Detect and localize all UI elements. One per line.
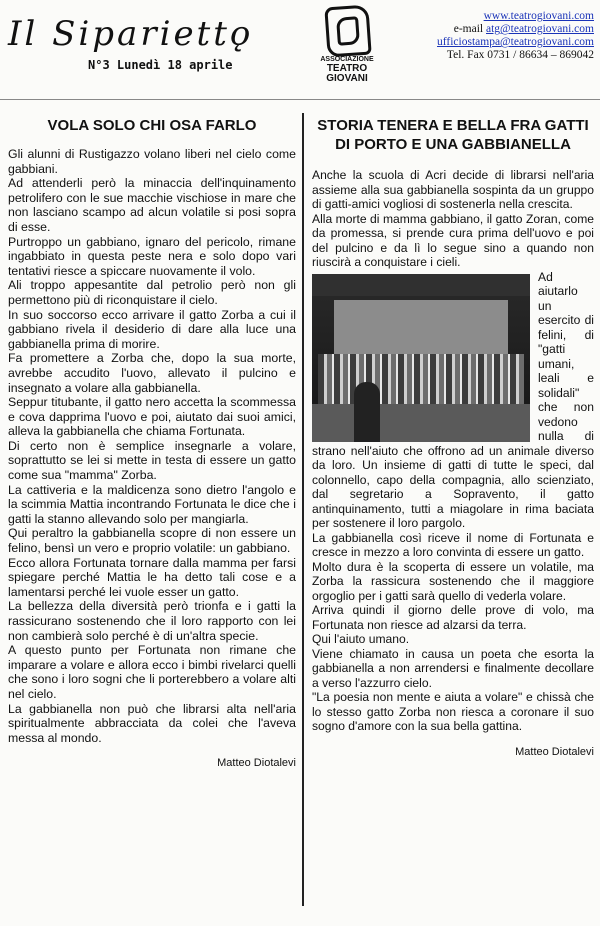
contact-block [437, 10, 594, 62]
paragraph: Anche la scuola di Acri decide di librarsi nell'aria assieme alla sua gabbianella sospinta da un gruppo di gatti-amici vogliosi di sostenerla nella crescita. [312, 168, 594, 211]
paragraph: Purtroppo un gabbiano, ignaro del pericolo, rimane ingabbiato in questa peste nera e solo dopo vari tentativi riesce a spiccare nuovamente il volo. [8, 234, 296, 278]
paragraph: Gli alunni di Rustigazzo volano liberi nel cielo come gabbiani. [8, 147, 296, 176]
paragraph: Viene chiamato in causa un poeta che esorta la gabbianella a non arrendersi e finalmente decollare a verso l'azzurro cielo. [312, 646, 594, 690]
paragraph: In suo soccorso ecco arrivare il gatto Zorba a cui il gabbiano rivela il desiderio di dare alla luce una gabbianella prima di morire. [8, 307, 296, 351]
right-article [312, 116, 594, 758]
paragraph: Qui l'aiuto umano. [312, 632, 410, 646]
stage-backdrop [334, 300, 508, 356]
email-label: e-mail [453, 23, 484, 35]
right-article-body [312, 168, 594, 734]
issue-date: N°3 Lunedì 18 aprile [88, 58, 233, 72]
curtain [312, 274, 530, 296]
right-headline: STORIA TENERA E BELLA FRA GATTI DI PORTO E UNA GABBIANELLA [317, 117, 589, 153]
paragraph: A questo punto per Fortunata non rimane che imparare a volare e allora ecco i bimbi rivelarci quelli che sono i loro sogni che li porterebbero a volare alti nel cielo. [8, 643, 296, 701]
logo-association-text: ASSOCIAZIONE [320, 56, 374, 63]
left-headline: VOLA SOLO CHI OSA FARLO [47, 117, 257, 134]
paragraph: Molto dura è la scoperta di essere un volatile, ma Zorba la rassicura sostenendo che il maggiore orgoglio per i gatti sarà quello di vederla volare. [312, 559, 594, 603]
paragraph: "La poesia non mente e aiuta a volare" e chissà che lo stesso gatto Zorba non riesca a coronare il suo sogno d'amore con la sua bella gattina. [312, 690, 594, 733]
stage-photo [312, 274, 530, 442]
spectator-silhouette [354, 382, 380, 442]
association-logo [316, 6, 376, 86]
website-link[interactable]: www.teatrogiovani.com [483, 10, 594, 22]
header-divider [0, 99, 600, 100]
paragraph: Ad aiutarlo un esercito di felini, di "gatti umani, leali e solidali" che non vedono nulla di strano nell'aiuto che offrono ad un animale diverso da loro. Un insieme di gatti di tutte le speci, dal colonnello, capo della compagnia, allo scienziato, dal segretario a Sopravento, il gatto antinquinamento, tutti a miagolare in rima baciata per sostenere il loro pargolo. [312, 269, 594, 530]
paragraph: Fa promettere a Zorba che, dopo la sua morte, avrebbe accudito l'uovo, allevato il pulcino e insegnato a volare alla gabbianella. [8, 351, 296, 395]
paragraph: Seppur titubante, il gatto nero accetta la scommessa e cova dapprima l'uovo e poi, aiutato dai suoi amici, alleva la gabbianella che chiama Fortunata. [8, 395, 296, 439]
paragraph: La gabbianella così riceve il nome di Fortunata e cresce in mezzo a loro convinta di essere un gatto. [312, 530, 594, 559]
paragraph: La gabbianella non può che librarsi alta nell'aria spiritualmente abbracciata da colei che l'aveva messa al mondo. [8, 701, 296, 745]
stage-floor [312, 404, 530, 442]
paragraph: Qui peraltro la gabbianella scopre di non essere un felino, bensì un vero e proprio volatile: un gabbiano. [8, 526, 296, 556]
email-link[interactable]: atg@teatrogiovani.com [486, 23, 594, 35]
paragraph: Ecco allora Fortunata tornare dalla mamma per farsi spiegare perché Mattia le ha detto tali cose e a lamentarsi perché lei vuole esser un gatto. [8, 555, 296, 599]
column-divider [302, 113, 304, 906]
paragraph: Ad attenderli però la minaccia dell'inquinamento petrolifero con le sue macchie vischiose in mare che non lasciano scampo ad alcun volatile si posi sopra di esse. [8, 176, 296, 234]
paragraph: La bellezza della diversità però trionfa e i gatti la rassicurano sostenendo che il loro rapporto con lei non cambierà solo perché è di un'altra specie. [8, 599, 296, 643]
paragraph: Ali troppo appesantite dal petrolio però non gli permettono più di riconquistare il cielo. [8, 278, 296, 307]
paragraph: Alla morte di mamma gabbiano, il gatto Zoran, come da promessa, si prende cura prima dell'uovo e poi del pulcino e da lì lo segue sino a quando non riuscirà a conquistare i cieli. [312, 211, 594, 269]
logo-name-text: TEATRO GIOVANI [326, 63, 368, 84]
paragraph: Di certo non è semplice insegnarle a volare, soprattutto se lei si mette in testa di essere un gatto come sua "mamma" Zorba. [8, 438, 296, 483]
phone-number: Tel. Fax 0731 / 86634 – 869042 [446, 49, 594, 61]
right-author: Matteo Diotalevi [515, 745, 594, 758]
performers-group [318, 354, 524, 410]
press-email-link[interactable]: ufficiostampa@teatrogiovani.com [437, 36, 594, 48]
paragraph: La cattiveria e la maldicenza sono dietro l'angolo e la scimmia Mattia incontrando Fortunata le dice che i gatti la stanno allevando solo per mangiarla. [8, 482, 296, 526]
left-author: Matteo Diotalevi [217, 757, 296, 770]
theater-mask-icon [324, 5, 371, 58]
left-article [8, 116, 296, 769]
newspaper-title: Il Sipariettǫ [8, 14, 254, 54]
left-article-body [8, 147, 296, 745]
paragraph: Arriva quindi il giorno delle prove di volo, ma Fortunata non riesce ad alzarsi da terra. [312, 603, 594, 632]
